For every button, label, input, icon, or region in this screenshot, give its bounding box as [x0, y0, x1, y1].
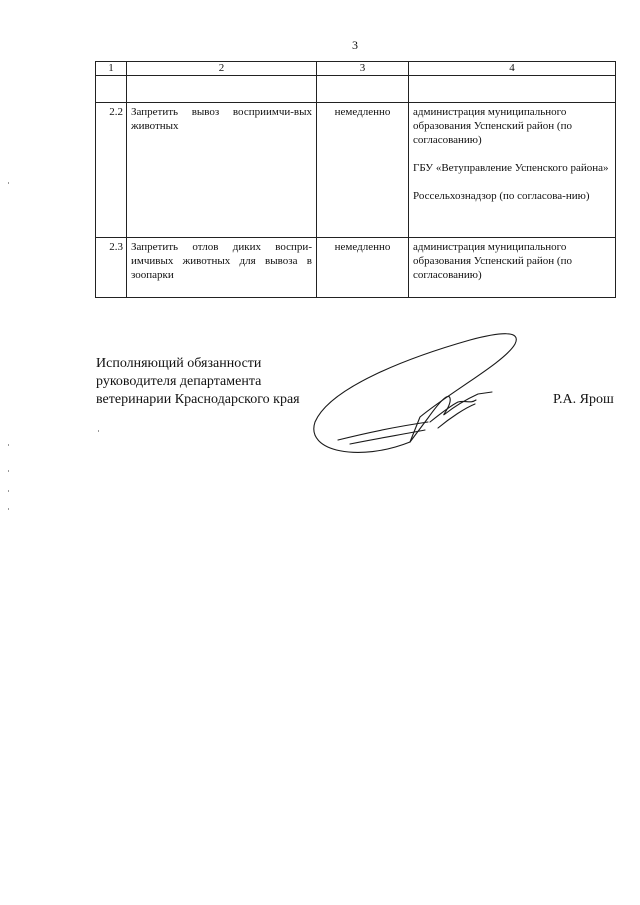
deadline-text: немедленно: [317, 238, 409, 298]
header-cell: 3: [317, 62, 409, 76]
measure-text: Запретить отлов диких воспри-имчивых животных для вывоза в зоопарки: [127, 238, 317, 298]
measure-text: Запретить вывоз восприимчи-вых животных: [127, 103, 317, 238]
scan-artifact: [8, 182, 9, 184]
handwritten-signature: [300, 322, 530, 462]
scan-artifact: [98, 430, 99, 432]
table-row: [96, 238, 616, 298]
signatory-title: [96, 355, 300, 409]
table-row: [96, 103, 616, 238]
responsible-party: Россельхознадзор (по согласова-нию): [413, 190, 590, 202]
signatory-title-line: Исполняющий обязанности: [96, 356, 262, 371]
row-number: 2.2: [96, 103, 127, 238]
table-header-row: [96, 62, 616, 76]
signatory-title-line: ветеринарии Краснодарского края: [96, 392, 300, 407]
scan-artifact: [8, 508, 9, 510]
row-number: 2.3: [96, 238, 127, 298]
header-cell: 4: [409, 62, 616, 76]
page-number: 3: [352, 38, 358, 52]
scan-artifact: [8, 444, 9, 446]
header-cell: 1: [96, 62, 127, 76]
scan-artifact: [8, 490, 9, 492]
responsible-party: администрация муниципального образования Успенский район (по согласованию): [413, 241, 572, 281]
responsible-cell: [409, 103, 616, 238]
responsible-cell: [409, 238, 616, 298]
responsible-party: ГБУ «Ветуправление Успенского района»: [413, 162, 609, 174]
signatory-name: Р.А. Ярош: [553, 392, 614, 407]
responsible-party: администрация муниципального образования Успенский район (по согласованию): [413, 106, 572, 146]
measures-table: [95, 61, 616, 298]
header-cell: 2: [127, 62, 317, 76]
signatory-title-line: руководителя департамента: [96, 374, 262, 389]
deadline-text: немедленно: [317, 103, 409, 238]
table-spacer-row: [96, 76, 616, 103]
scan-artifact: [8, 470, 9, 472]
